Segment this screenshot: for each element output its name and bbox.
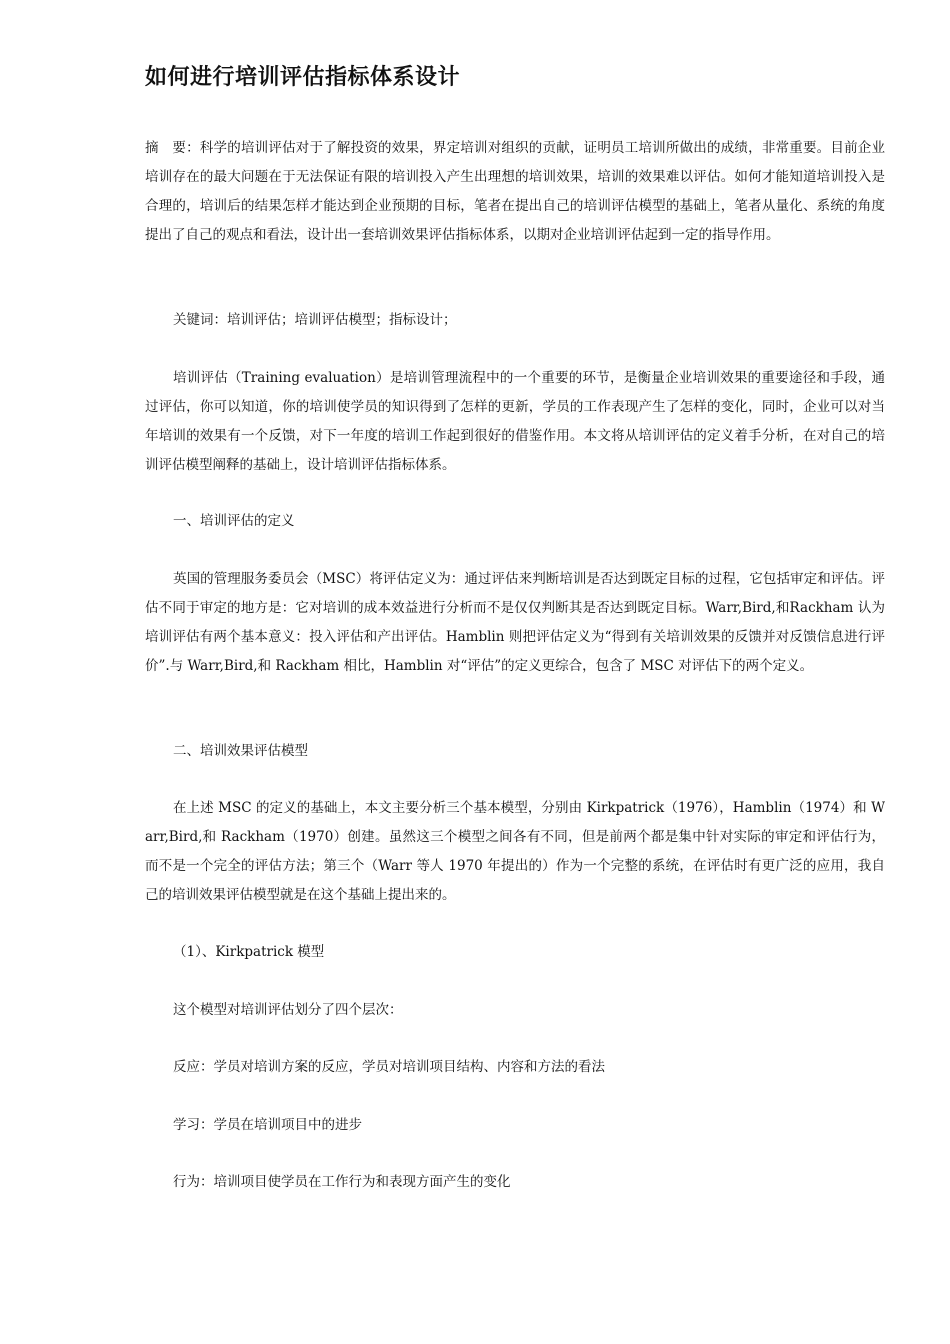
abstract-paragraph: 摘 要：科学的培训评估对于了解投资的效果，界定培训对组织的贡献，证明员工培训所做出的成绩，非常重要。目前企业培训存在的最大问题在于无法保证有限的培训投入产生出理想的培训效果，培训的效果难以评估。如何才能知道培训投入是合理的，培训后的结果怎样才能达到企业预期的目标，笔者在提出自己的培训评估模型的基础上，笔者从量化、系统的角度提出了自己的观点和看法，设计出一套培训效果评估指标体系，以期对企业培训评估起到一定的指导作用。 — [145, 140, 885, 243]
keywords-paragraph: 关键词：培训评估；培训评估模型；指标设计； — [173, 312, 457, 328]
section1-body: 英国的管理服务委员会（MSC）将评估定义为：通过评估来判断培训是否达到既定目标的过程，它包括审定和评估。评估不同于审定的地方是：它对培训的成本效益进行分析而不是仅仅判断其是否达到既定目标。Warr,Bird,和Rackham 认为培训评估有两个基本意义：投入评估和产出评估。Hamblin 则把评估定义为“得到有关培训效果的反馈并对反馈信息进行评价”.与 Warr,Bird,和 Rackham 相比，Hamblin 对“评估”的定义更综合，包含了 MSC 对评估下的两个定义。 — [145, 571, 885, 674]
section1-heading: 一、培训评估的定义 — [173, 513, 295, 529]
document-title: 如何进行培训评估指标体系设计 — [145, 65, 461, 90]
section2-body: 在上述 MSC 的定义的基础上，本文主要分析三个基本模型，分别由 Kirkpatrick（1976），Hamblin（1974）和 Warr,Bird,和 Rackham（1970）创建。虽然这三个模型之间各有不同，但是前两个都是集中针对实际的审定和评估行为，而不是一个完全的评估方法；第三个（Warr 等人 1970 年提出的）作为一个完整的系统，在评估时有更广泛的应用，我自己的培训效果评估模型就是在这个基础上提出来的。 — [145, 800, 885, 903]
model1-heading: （1）、Kirkpatrick 模型 — [173, 944, 325, 960]
model1-intro: 这个模型对培训评估划分了四个层次： — [173, 1002, 403, 1018]
intro-paragraph: 培训评估（Training evaluation）是培训管理流程中的一个重要的环节，是衡量企业培训效果的重要途径和手段，通过评估，你可以知道，你的培训使学员的知识得到了怎样的更新，学员的工作表现产生了怎样的变化，同时，企业可以对当年培训的效果有一个反馈，对下一年度的培训工作起到很好的借鉴作用。本文将从培训评估的定义着手分析，在对自己的培训评估模型阐释的基础上，设计培训评估指标体系。 — [145, 370, 885, 473]
level-behavior: 行为：培训项目使学员在工作行为和表现方面产生的变化 — [173, 1174, 511, 1190]
level-reaction: 反应：学员对培训方案的反应，学员对培训项目结构、内容和方法的看法 — [173, 1059, 605, 1075]
section2-heading: 二、培训效果评估模型 — [173, 743, 308, 759]
level-learning: 学习：学员在培训项目中的进步 — [173, 1117, 362, 1133]
